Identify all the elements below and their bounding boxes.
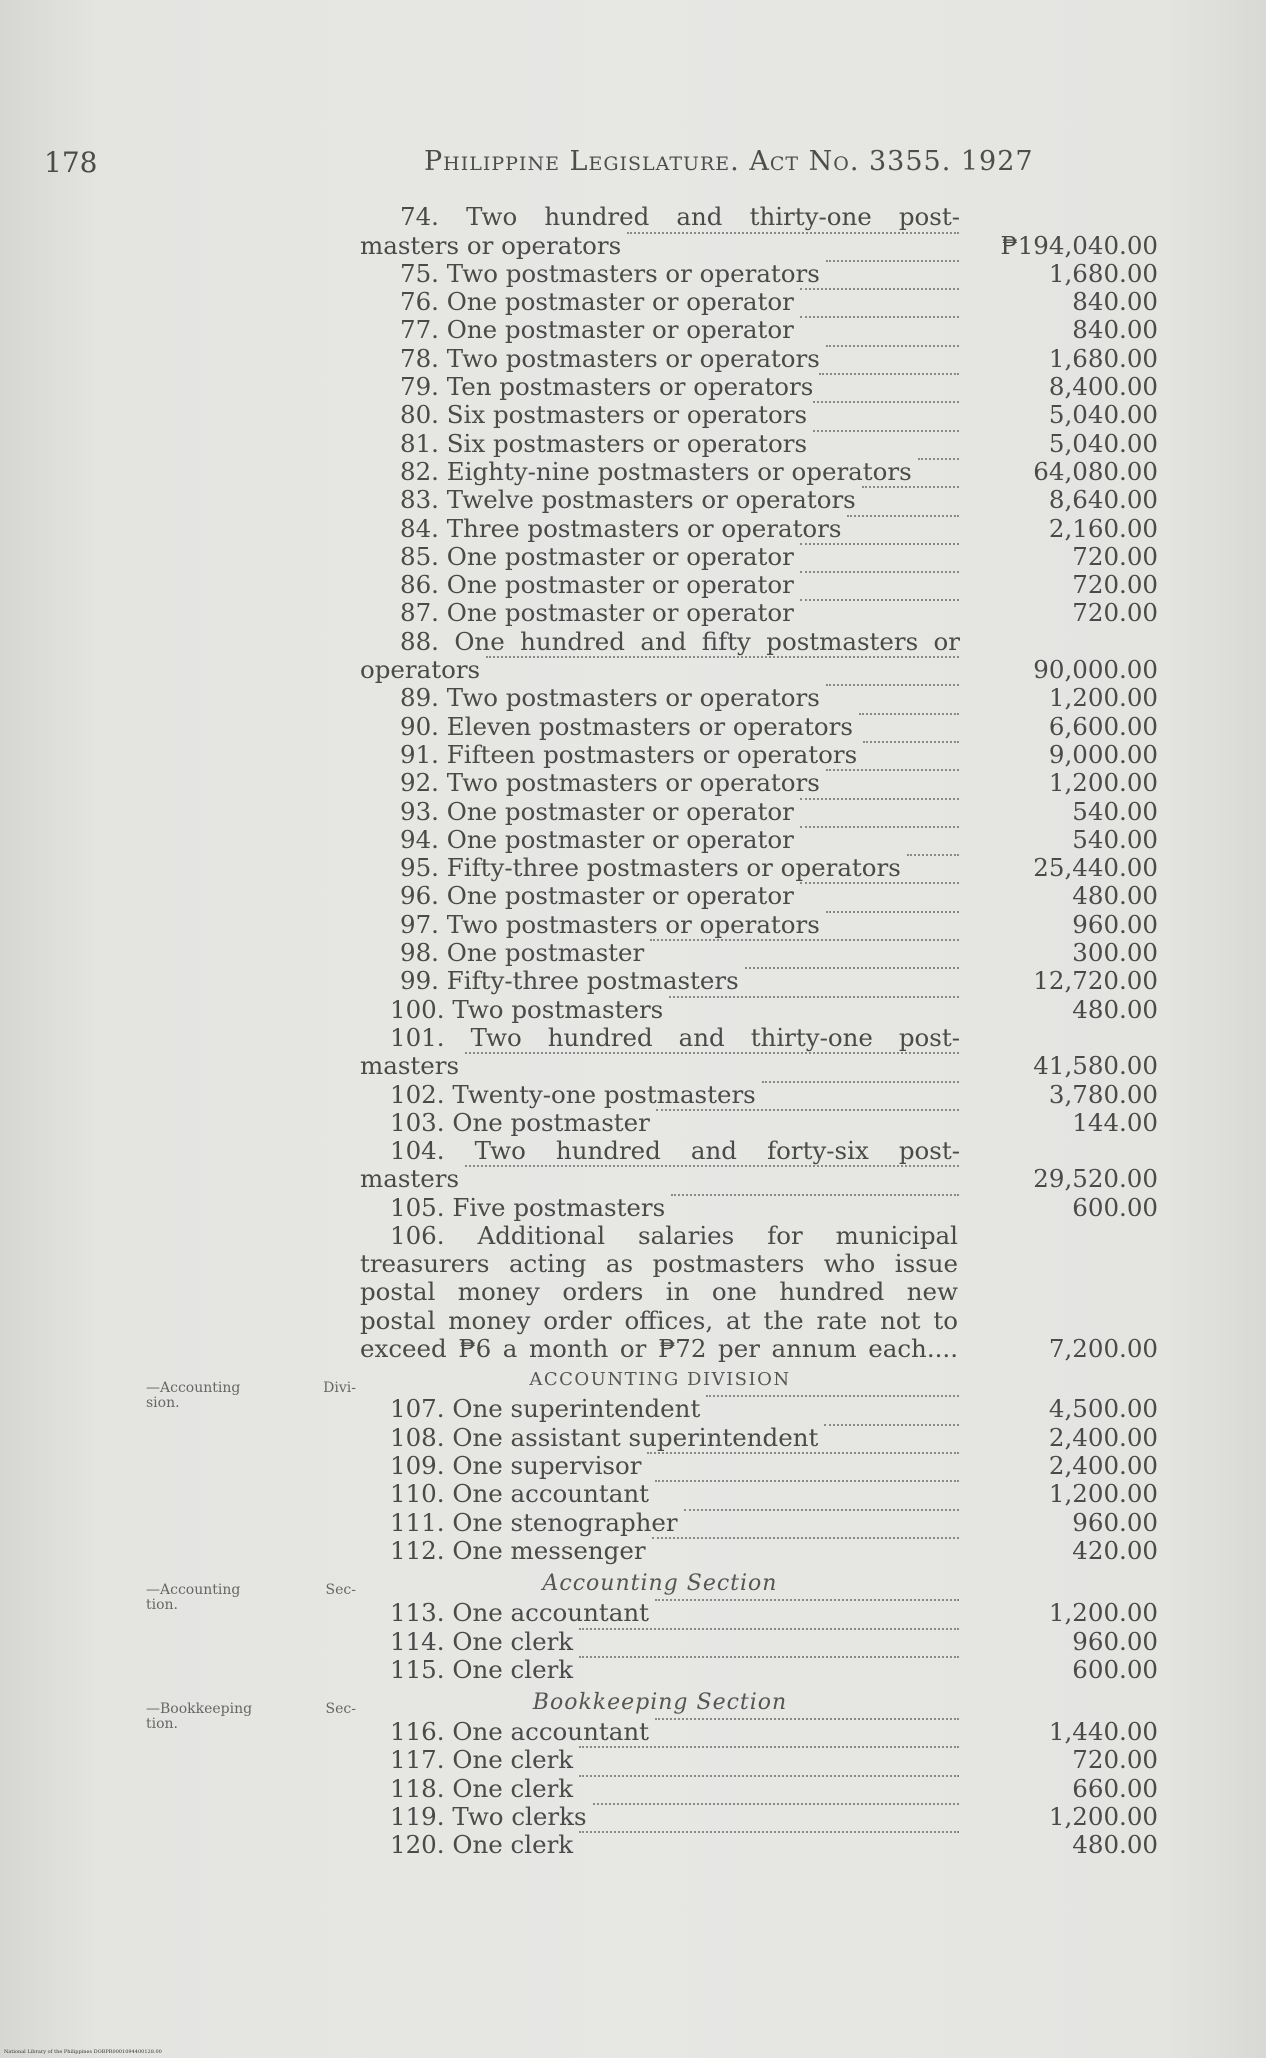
leader-dots: [800, 571, 959, 573]
leader-dots: [655, 1718, 959, 1720]
item-row: [360, 1746, 1160, 1774]
leader-dots: [655, 1599, 959, 1601]
item-row: [360, 1774, 1160, 1802]
item-amount: 600.00: [1072, 1654, 1158, 1684]
leader-dots: [579, 1746, 958, 1748]
item-text: One accountant: [452, 1480, 649, 1509]
leader-dots: [671, 1194, 958, 1196]
item-text: One clerk: [452, 1774, 574, 1803]
leader-dots: [465, 1052, 958, 1054]
running-head: [424, 146, 1034, 177]
leader-dots: [650, 939, 958, 941]
leader-dots: [826, 769, 959, 771]
item-row: [360, 486, 1160, 514]
item-amount: 1,200.00: [1048, 1479, 1158, 1509]
item-amount: 144.00: [1072, 1107, 1158, 1137]
item-row: [360, 1165, 1160, 1193]
item-text: Fifty-three postmasters: [446, 967, 739, 996]
item-row: [360, 1508, 1160, 1536]
leader-dots: [579, 1656, 958, 1658]
item-row: [360, 1656, 1160, 1684]
leader-dots: [824, 1424, 958, 1426]
item-106-line-1: [360, 1222, 958, 1250]
item-amount: 5,040.00: [1048, 400, 1158, 430]
leader-dots: [819, 373, 958, 375]
accounting-section-heading: Accounting Section: [542, 1570, 778, 1596]
item-number: 107.: [390, 1395, 445, 1424]
item-row: [360, 1718, 1160, 1746]
leader-dots: [800, 543, 959, 545]
item-number: 82.: [400, 457, 439, 486]
bookkeeping-section-items: [360, 1718, 1160, 1859]
item-number: 113.: [390, 1599, 445, 1628]
leader-dots: [826, 260, 959, 262]
item-text: One postmaster or operator: [446, 882, 794, 911]
item-amount: 1,680.00: [1048, 258, 1158, 288]
item-amount: 4,500.00: [1048, 1394, 1158, 1424]
item-text: One assistant superintendent: [452, 1423, 819, 1452]
item-amount: 2,400.00: [1048, 1451, 1158, 1481]
item-number: 74.: [400, 203, 439, 232]
item-row: [360, 514, 1160, 542]
leader-dots: [862, 486, 959, 488]
item-row-first-line: [360, 627, 1160, 655]
item-row: [360, 712, 1160, 740]
item-amount: 300.00: [1072, 938, 1158, 968]
running-head-text: Philippine Legislature. Act No. 3355. 1927: [424, 146, 1034, 177]
item-text: Five postmasters: [452, 1193, 666, 1222]
item-row: [360, 1627, 1160, 1655]
item-row: [360, 1480, 1160, 1508]
side-note-as-1: —Accounting: [146, 1582, 241, 1598]
leader-dots: [647, 1452, 958, 1454]
item-row: [360, 288, 1160, 316]
item-number: 109.: [390, 1452, 445, 1481]
leader-dots: [800, 288, 959, 290]
item-number: 99.: [400, 967, 439, 996]
item-number: 95.: [400, 854, 439, 883]
item-number: 98.: [400, 939, 439, 968]
item-number: 89.: [400, 684, 439, 713]
item-text: Two postmasters or operators: [446, 769, 820, 798]
item-number: 93.: [400, 797, 439, 826]
side-note-ad-3: sion.: [146, 1395, 180, 1411]
item-row: [360, 1599, 1160, 1627]
item-amount: 480.00: [1072, 1830, 1158, 1860]
item-106-text: [360, 1222, 958, 1363]
item-amount: 5,040.00: [1048, 428, 1158, 458]
item-text: Fifty-three postmasters or operators: [446, 854, 901, 883]
item-amount: 840.00: [1072, 315, 1158, 345]
side-note-accounting-division: [146, 1381, 356, 1411]
item-amount: 12,720.00: [1033, 966, 1158, 996]
item-row: [360, 995, 1160, 1023]
item-106-amount: 7,200.00: [1048, 1334, 1158, 1364]
item-row: [360, 882, 1160, 910]
item-number: 101.: [390, 1023, 445, 1052]
item-amount: 480.00: [1072, 881, 1158, 911]
leader-dots: [465, 1165, 958, 1167]
leader-dots: [800, 826, 959, 828]
item-amount: 90,000.00: [1033, 655, 1158, 685]
side-note-ad-1: —Accounting: [146, 1380, 241, 1396]
item-row: [360, 316, 1160, 344]
item-amount: 29,520.00: [1033, 1164, 1158, 1194]
item-106-line-5: exceed ₱6 a month or ₱72 per annum each....: [360, 1333, 958, 1363]
side-note-as-3: tion.: [146, 1597, 178, 1613]
leader-dots: [863, 741, 958, 743]
item-row: [360, 1831, 1160, 1859]
item-106-line-3: postal money orders in one hundred new: [360, 1277, 958, 1307]
item-amount: 720.00: [1072, 1745, 1158, 1775]
item-amount: 960.00: [1072, 1507, 1158, 1537]
item-amount: 960.00: [1072, 909, 1158, 939]
item-amount: 25,440.00: [1033, 853, 1158, 883]
side-note-ad-2: Divi-: [323, 1380, 356, 1396]
item-row: [360, 401, 1160, 429]
side-note-bs-3: tion.: [146, 1716, 178, 1732]
item-number: 112.: [390, 1536, 445, 1565]
item-number: 116.: [390, 1718, 445, 1747]
item-text: Eighty-nine postmasters or operators: [446, 457, 912, 486]
leader-dots: [684, 1509, 959, 1511]
item-text: One accountant: [452, 1599, 649, 1628]
item-text: One postmaster or operator: [446, 288, 794, 317]
item-row: [360, 939, 1160, 967]
item-text: Six postmasters or operators: [446, 429, 808, 458]
item-number: 97.: [400, 910, 439, 939]
item-number: 115.: [390, 1655, 445, 1684]
leader-dots: [813, 401, 958, 403]
item-row: [360, 769, 1160, 797]
side-note-bookkeeping-section: [146, 1702, 356, 1732]
items-a: [360, 203, 1160, 1222]
item-amount: 64,080.00: [1033, 456, 1158, 486]
item-row: [360, 910, 1160, 938]
item-number: 79.: [400, 373, 439, 402]
item-row-first-line: [360, 203, 1160, 231]
item-amount: 540.00: [1072, 796, 1158, 826]
leader-dots: [800, 316, 959, 318]
item-number: 77.: [400, 316, 439, 345]
item-106-number: 106.: [390, 1220, 445, 1250]
footer-tag: National Library of the Philippines DOBPR0001094400128.00: [4, 2049, 162, 2055]
item-amount: ₱194,040.00: [1000, 230, 1158, 260]
accounting-division-items: [360, 1395, 1160, 1565]
leader-dots: [800, 798, 959, 800]
appropriation-list: [360, 203, 1160, 1859]
item-text: Fifteen postmasters or operators: [446, 740, 858, 769]
item-number: 91.: [400, 740, 439, 769]
page-number: 178: [44, 146, 98, 179]
item-106-line-1-text: Additional salaries for municipal: [477, 1220, 958, 1250]
item-text-line-1: Two hundred and forty-six post-: [474, 1137, 960, 1166]
item-number: 96.: [400, 882, 439, 911]
item-text: Two postmasters or operators: [446, 684, 820, 713]
item-number: 119.: [390, 1803, 445, 1832]
item-row: [360, 1052, 1160, 1080]
leader-dots: [655, 1480, 959, 1482]
item-text-line-1: One hundred and fifty postmasters or: [454, 627, 960, 656]
item-amount: 1,200.00: [1048, 683, 1158, 713]
item-row: [360, 1423, 1160, 1451]
item-row: [360, 656, 1160, 684]
item-number: 108.: [390, 1423, 445, 1452]
item-text: One stenographer: [452, 1508, 678, 1537]
accounting-division-heading: ACCOUNTING DIVISION: [529, 1369, 791, 1391]
item-amount: 720.00: [1072, 541, 1158, 571]
item-amount: 1,440.00: [1048, 1717, 1158, 1747]
item-amount: 600.00: [1072, 1192, 1158, 1222]
item-text: Two clerks: [452, 1803, 587, 1832]
item-amount: 8,400.00: [1048, 372, 1158, 402]
item-text: One supervisor: [452, 1452, 642, 1481]
leader-dots: [826, 911, 959, 913]
item-number: 78.: [400, 344, 439, 373]
item-amount: 8,640.00: [1048, 485, 1158, 515]
side-note-bs-1: —Bookkeeping: [146, 1701, 253, 1717]
item-text: Twenty-one postmasters: [452, 1080, 756, 1109]
accounting-section-items: [360, 1599, 1160, 1684]
item-number: 111.: [390, 1508, 445, 1537]
item-amount: 480.00: [1072, 994, 1158, 1024]
leader-dots: [847, 515, 958, 517]
item-amount: 6,600.00: [1048, 711, 1158, 741]
item-text: One postmaster: [446, 939, 645, 968]
item-row: [360, 1803, 1160, 1831]
item-text: One postmaster or operator: [446, 825, 794, 854]
item-number: 120.: [390, 1831, 445, 1860]
side-note-accounting-section: [146, 1583, 356, 1613]
item-number: 117.: [390, 1746, 445, 1775]
item-text: One postmaster or operator: [446, 599, 794, 628]
item-text: Six postmasters or operators: [446, 401, 808, 430]
item-number: 102.: [390, 1080, 445, 1109]
item-number: 83.: [400, 486, 439, 515]
item-text: One clerk: [452, 1627, 574, 1656]
item-106-line-4: postal money order offices, at the rate not to: [360, 1305, 958, 1335]
item-text: One postmaster: [452, 1108, 650, 1137]
item-row: [360, 344, 1160, 372]
item-number: 84.: [400, 514, 439, 543]
item-amount: 41,580.00: [1033, 1051, 1158, 1081]
item-text: One clerk: [452, 1831, 574, 1860]
item-row-first-line: [360, 1024, 1160, 1052]
bookkeeping-section-heading: Bookkeeping Section: [532, 1689, 788, 1715]
item-text-line-1: Two hundred and thirty-one post-: [466, 203, 960, 232]
item-amount: 9,000.00: [1048, 739, 1158, 769]
item-text: One superintendent: [452, 1395, 701, 1424]
item-row: [360, 1395, 1160, 1423]
leader-dots: [627, 232, 958, 234]
item-row: [360, 797, 1160, 825]
item-number: 94.: [400, 825, 439, 854]
leader-dots: [800, 599, 959, 601]
item-text: One postmaster or operator: [446, 542, 794, 571]
item-row: [360, 684, 1160, 712]
leader-dots: [593, 1803, 959, 1805]
leader-dots: [579, 1628, 958, 1630]
item-text-line-1: Two hundred and thirty-one post-: [470, 1023, 960, 1052]
item-amount: 1,200.00: [1048, 1802, 1158, 1832]
item-row: [360, 458, 1160, 486]
leader-dots: [669, 996, 958, 998]
item-number: 76.: [400, 288, 439, 317]
item-amount: 660.00: [1072, 1773, 1158, 1803]
item-amount: 2,160.00: [1048, 513, 1158, 543]
leader-dots: [813, 430, 958, 432]
leader-dots: [826, 345, 959, 347]
item-amount: 720.00: [1072, 570, 1158, 600]
item-number: 75.: [400, 259, 439, 288]
item-row: [360, 854, 1160, 882]
item-text: Ten postmasters or operators: [446, 373, 814, 402]
item-amount: 3,780.00: [1048, 1079, 1158, 1109]
item-number: 86.: [400, 571, 439, 600]
item-number: 80.: [400, 401, 439, 430]
item-amount: 1,200.00: [1048, 768, 1158, 798]
item-text: One postmaster or operator: [446, 797, 794, 826]
leader-dots: [652, 1537, 959, 1539]
item-text: Two postmasters or operators: [446, 910, 820, 939]
item-number: 110.: [390, 1480, 445, 1509]
item-number: 90.: [400, 712, 439, 741]
item-amount: 1,200.00: [1048, 1598, 1158, 1628]
item-row: [360, 599, 1160, 627]
item-text: Three postmasters or operators: [446, 514, 842, 543]
leader-dots: [826, 684, 959, 686]
item-number: 118.: [390, 1774, 445, 1803]
item-text: Eleven postmasters or operators: [446, 712, 853, 741]
item-text: One postmaster or operator: [446, 571, 794, 600]
item-number: 87.: [400, 599, 439, 628]
leader-dots: [486, 656, 958, 658]
side-note-as-2: Sec-: [325, 1582, 356, 1598]
item-row: [360, 1109, 1160, 1137]
item-text-line-2: masters: [360, 1052, 460, 1081]
item-text: One accountant: [452, 1718, 649, 1747]
item-number: 81.: [400, 429, 439, 458]
item-text: Two postmasters or operators: [446, 344, 820, 373]
item-row: [360, 1193, 1160, 1221]
item-amount: 840.00: [1072, 287, 1158, 317]
item-text: One postmaster or operator: [446, 316, 794, 345]
item-106-line-2: treasurers acting as postmasters who issue: [360, 1248, 958, 1278]
item-row-first-line: [360, 1137, 1160, 1165]
item-row: [360, 967, 1160, 995]
item-amount: 1,680.00: [1048, 343, 1158, 373]
item-amount: 960.00: [1072, 1626, 1158, 1656]
item-row: [360, 429, 1160, 457]
item-number: 105.: [390, 1193, 445, 1222]
item-number: 114.: [390, 1627, 445, 1656]
item-row: [360, 571, 1160, 599]
item-text: One messenger: [452, 1536, 646, 1565]
leader-dots: [918, 458, 959, 460]
leader-dots: [800, 882, 959, 884]
item-number: 88.: [400, 627, 439, 656]
leader-dots: [762, 1081, 959, 1083]
item-amount: 2,400.00: [1048, 1422, 1158, 1452]
item-row: [360, 1452, 1160, 1480]
item-row: [360, 741, 1160, 769]
item-text-line-2: masters: [360, 1165, 460, 1194]
leader-dots: [579, 1831, 958, 1833]
item-number: 85.: [400, 542, 439, 571]
item-amount: 720.00: [1072, 598, 1158, 628]
item-number: 103.: [390, 1108, 445, 1137]
leader-dots: [745, 967, 959, 969]
item-number: 104.: [390, 1137, 445, 1166]
leader-dots: [859, 713, 959, 715]
item-text: Two postmasters: [452, 995, 664, 1024]
item-number: 100.: [390, 995, 445, 1024]
item-text: Twelve postmasters or operators: [446, 486, 856, 515]
item-row: [360, 231, 1160, 259]
item-amount: 540.00: [1072, 824, 1158, 854]
item-row: [360, 826, 1160, 854]
item-text: Two postmasters or operators: [446, 259, 820, 288]
leader-dots: [579, 1775, 958, 1777]
side-note-bs-2: Sec-: [325, 1701, 356, 1717]
item-row: [360, 373, 1160, 401]
item-text-line-2: operators: [360, 656, 481, 685]
item-106: [360, 1222, 1160, 1363]
item-row: [360, 260, 1160, 288]
item-number: 92.: [400, 769, 439, 798]
item-text: One clerk: [452, 1655, 574, 1684]
item-row: [360, 1080, 1160, 1108]
item-amount: 420.00: [1072, 1535, 1158, 1565]
leader-dots: [656, 1109, 959, 1111]
leader-dots: [907, 854, 959, 856]
item-row: [360, 1537, 1160, 1565]
item-text-line-2: masters or operators: [360, 231, 622, 260]
item-text: One clerk: [452, 1746, 574, 1775]
item-row: [360, 543, 1160, 571]
leader-dots: [706, 1395, 958, 1397]
